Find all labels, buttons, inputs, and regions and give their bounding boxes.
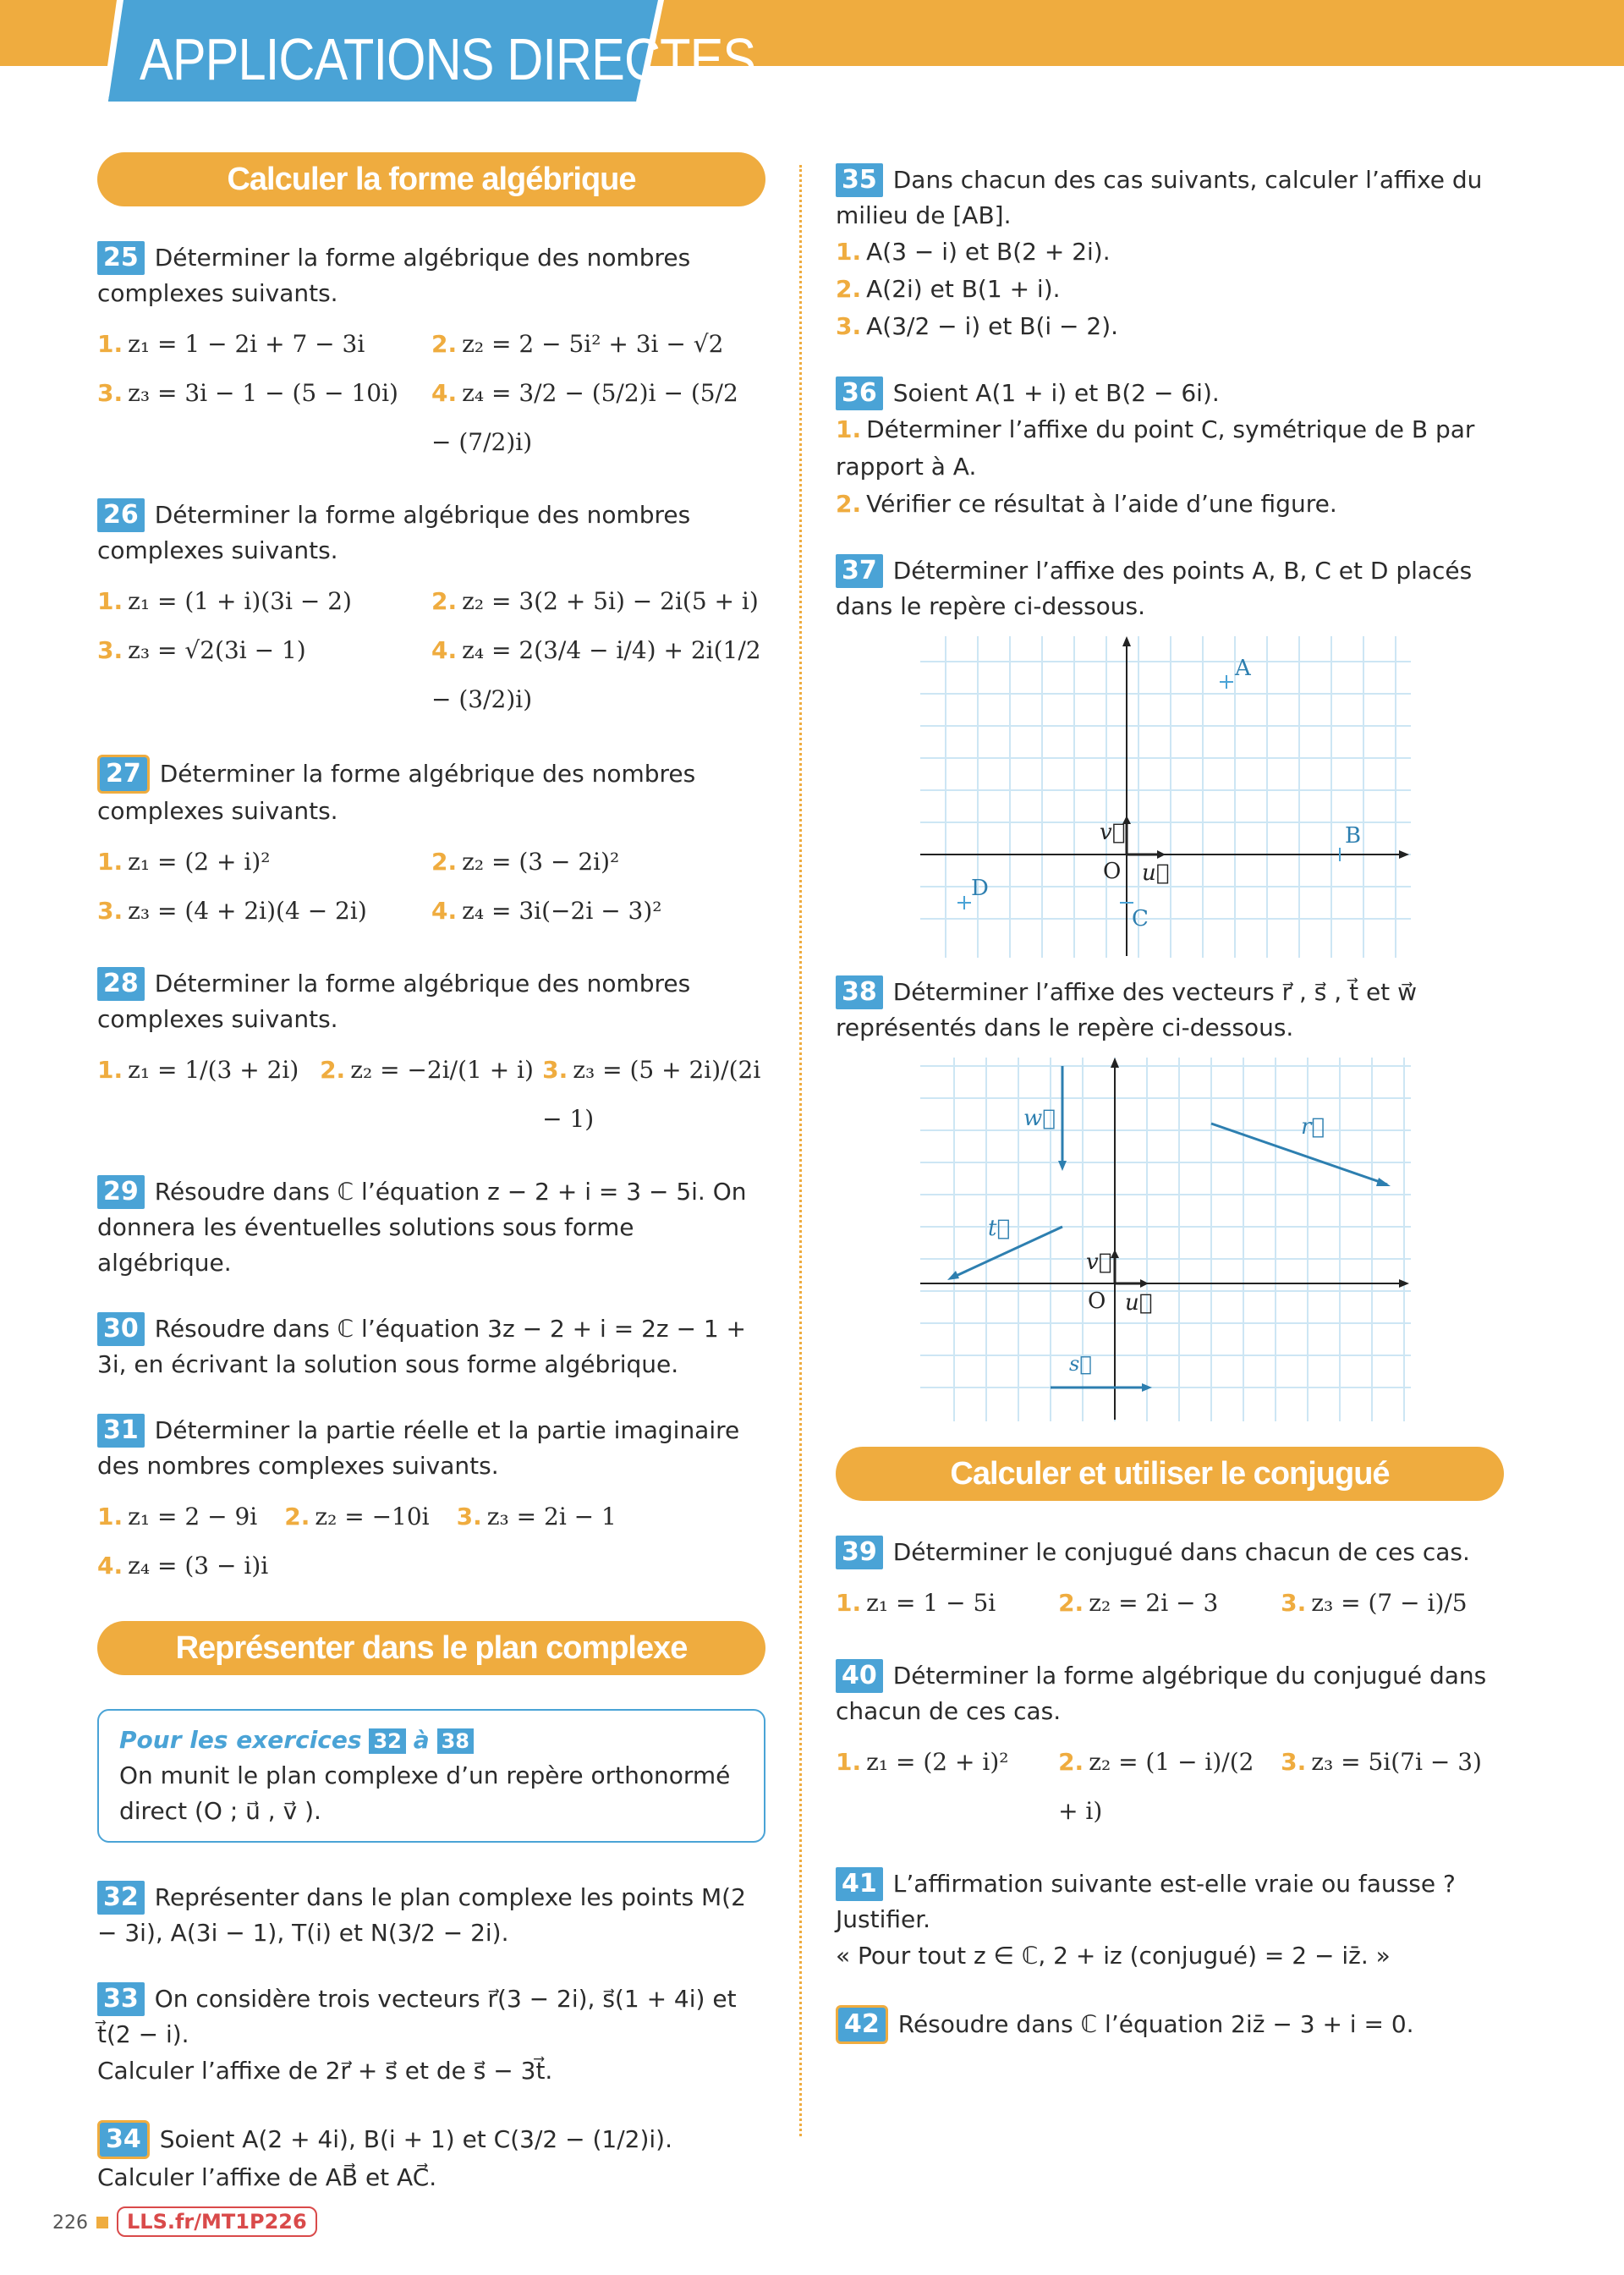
v-label: v⃗	[1086, 1250, 1112, 1275]
right-column	[836, 162, 1504, 2074]
point-d	[957, 896, 971, 909]
exercise-text: Déterminer la forme algébrique du conjugué dans chacun de ces cas.	[836, 1662, 1487, 1725]
exercise-number: 35	[836, 163, 883, 197]
section-header-plane: Représenter dans le plan complexe	[97, 1621, 765, 1675]
list-item: 2. z₂ = (1 − i)/(2 + i)	[1058, 1748, 1254, 1825]
info-box-title: Pour les exercices	[119, 1726, 362, 1754]
u-label: u⃗	[1142, 860, 1170, 886]
exercise-42	[836, 2005, 1504, 2044]
list-item: 2. z₂ = −2i/(1 + i)	[320, 1056, 534, 1084]
exercise-number: 29	[97, 1175, 145, 1209]
exercise-27	[97, 755, 765, 936]
exercise-32	[97, 1880, 765, 1951]
list-item: 3. z₃ = √2(3i − 1)	[97, 636, 306, 664]
exercise-number: 33	[97, 1982, 145, 2016]
point-a-label: A	[1235, 656, 1251, 681]
origin-label: O	[1103, 859, 1122, 884]
list-item: 3. z₃ = (7 − i)/5	[1281, 1589, 1468, 1617]
exercise-number: 26	[97, 498, 145, 532]
exercise-number: 31	[97, 1414, 145, 1448]
page-number: 226	[52, 2212, 88, 2234]
list-item: 1. z₁ = (1 + i)(3i − 2)	[97, 587, 352, 615]
exercise-text: Déterminer la forme algébrique des nombres complexes suivants.	[97, 244, 691, 307]
exercise-text: Déterminer la forme algébrique des nombres complexes suivants.	[97, 760, 696, 825]
exercise-text: Déterminer la forme algébrique des nombres complexes suivants.	[97, 970, 691, 1033]
u-label: u⃗	[1125, 1290, 1153, 1316]
list-item: 2. z₂ = 2i − 3	[1058, 1589, 1219, 1617]
vector-w-label: w⃗	[1023, 1106, 1056, 1131]
list-item: 4. z₄ = 3/2 − (5/2)i − (5/2 − (7/2)i)	[431, 379, 738, 456]
exercise-text: Résoudre dans ℂ l’équation 2iz̄ − 3 + i = 0.	[897, 2010, 1414, 2038]
exercise-30	[97, 1311, 765, 1382]
exercise-number: 36	[836, 376, 883, 410]
exercise-40	[836, 1658, 1504, 1836]
vector-grid-figure	[920, 1058, 1411, 1421]
point-b-label: B	[1345, 823, 1362, 849]
left-column	[97, 152, 765, 2227]
exercise-34: 34 Soient A(2 + 4i), B(i + 1) et C(3/2 − (1/2)i). Calculer l’affixe de AB⃗ et AC⃗.	[97, 2120, 765, 2196]
section-header-algebraic: Calculer la forme algébrique	[97, 152, 765, 206]
exercise-ref: 38	[437, 1728, 474, 1754]
list-item: 4. z₄ = 2(3/4 − i/4) + 2i(1/2 − (3/2)i)	[431, 636, 761, 713]
page-footer	[52, 2206, 317, 2237]
list-item: 1. z₁ = (2 + i)²	[836, 1748, 1009, 1776]
exercise-number: 42	[836, 2005, 888, 2044]
exercise-number: 34	[97, 2120, 150, 2159]
exercise-33: 33 On considère trois vecteurs r⃗(3 − 2i), s⃗(1 + 4i) et t⃗(2 − i). Calculer l’affixe de 2r⃗ + s⃗ et de s⃗ − 3t⃗.	[97, 1984, 737, 2085]
list-item: 3. z₃ = 5i(7i − 3)	[1281, 1748, 1482, 1776]
exercise-26	[97, 497, 765, 724]
info-box: Pour les exercices 32 à 38 On munit le plan complexe d’un repère orthonormé direct (O ; u⃗ , v⃗ ).	[97, 1709, 765, 1843]
point-grid-figure	[920, 636, 1411, 958]
exercise-25	[97, 240, 765, 467]
section-header-conjugate: Calculer et utiliser le conjugué	[836, 1447, 1504, 1501]
list-item: 3. z₃ = (4 + 2i)(4 − 2i)	[97, 897, 367, 925]
list-item: 2. z₂ = 3(2 + 5i) − 2i(5 + i)	[431, 587, 759, 615]
list-item: 2. z₂ = 2 − 5i² + 3i − √2	[431, 330, 724, 358]
point-c-label: C	[1132, 906, 1149, 931]
list-item: 1. z₁ = (2 + i)²	[97, 848, 271, 876]
list-item: 4. z₄ = 3i(−2i − 3)²	[431, 897, 662, 925]
list-item: 2. z₂ = (3 − 2i)²	[431, 848, 620, 876]
exercise-text: Résoudre dans ℂ l’équation 3z − 2 + i = 2z − 1 + 3i, en écrivant la solution sous forme algébrique.	[97, 1315, 747, 1378]
exercise-number: 25	[97, 241, 145, 275]
exercise-text: Déterminer l’affixe des vecteurs r⃗ , s⃗ , t⃗ et w⃗ représentés dans le repère ci-dessous.	[836, 978, 1417, 1041]
exercise-37	[836, 553, 1504, 958]
exercise-number: 28	[97, 967, 145, 1001]
exercise-ref: 32	[369, 1728, 405, 1754]
info-box-text: On munit le plan complexe d’un repère orthonormé direct (O ; u⃗ , v⃗ ).	[119, 1761, 731, 1825]
v-label: v⃗	[1100, 820, 1126, 845]
list-item: 1. z₁ = 1/(3 + 2i)	[97, 1056, 299, 1084]
grid	[920, 636, 1411, 958]
exercise-number: 40	[836, 1659, 883, 1693]
column-separator	[799, 165, 802, 2136]
point-d-label: D	[971, 876, 989, 901]
exercise-text: On considère trois vecteurs r⃗(3 − 2i), s⃗(1 + 4i) et t⃗(2 − i).	[97, 1985, 737, 2048]
exercise-number: 41	[836, 1867, 883, 1901]
exercise-number: 30	[97, 1312, 145, 1346]
origin-label: O	[1088, 1289, 1106, 1314]
exercise-number: 27	[97, 755, 150, 794]
exercise-text: Soient A(2 + 4i), B(i + 1) et C(3/2 − (1/2)i).	[159, 2125, 672, 2153]
exercise-text: Déterminer la forme algébrique des nombres complexes suivants.	[97, 501, 691, 564]
exercise-text: Dans chacun des cas suivants, calculer l’affixe du milieu de [AB].	[836, 166, 1483, 229]
vector-r-label: r⃗	[1301, 1114, 1325, 1140]
exercise-text: Déterminer l’affixe des points A, B, C et D placés dans le repère ci-dessous.	[836, 557, 1473, 620]
list-item: 1. z₁ = 2 − 9i	[97, 1503, 258, 1530]
exercise-text: Représenter dans le plan complexe les points M(2 − 3i), A(3i − 1), T(i) et N(3/2 − 2i).	[97, 1883, 746, 1947]
exercise-39	[836, 1535, 1504, 1628]
exercise-41: 41 L’affirmation suivante est-elle vraie ou fausse ? Justifier. « Pour tout z ∈ ℂ, 2 + iz (conjugué) = 2 − iz̄. »	[836, 1869, 1456, 1970]
exercise-number: 32	[97, 1881, 145, 1915]
exercise-text: L’affirmation suivante est-elle vraie ou fausse ? Justifier.	[836, 1870, 1456, 1933]
exercise-text: Déterminer la partie réelle et la partie imaginaire des nombres complexes suivants.	[97, 1416, 740, 1480]
exercise-number: 37	[836, 554, 883, 588]
exercise-text: Soient A(1 + i) et B(2 − 6i).	[892, 379, 1220, 407]
exercise-29	[97, 1174, 765, 1281]
footer-link[interactable]: LLS.fr/MT1P226	[117, 2206, 317, 2237]
vector-s-label: s⃗	[1069, 1352, 1092, 1376]
exercise-text: Déterminer le conjugué dans chacun de ces cas.	[892, 1538, 1470, 1566]
list-item: 4. z₄ = (3 − i)i	[97, 1552, 269, 1580]
list-item: 3. z₃ = (5 + 2i)/(2i − 1)	[542, 1056, 761, 1133]
exercise-text: Résoudre dans ℂ l’équation z − 2 + i = 3 − 5i. On donnera les éventuelles solutions sous forme algébrique.	[97, 1178, 747, 1277]
exercise-31	[97, 1413, 765, 1591]
exercise-35: 35 Dans chacun des cas suivants, calculer l’affixe du milieu de [AB]. 1. A(3 − i) et B(2 + 2i). 2. A(2i) et B(1 + i). 3. A(3/2 − i) et B(i − 2).	[836, 165, 1483, 340]
list-item: 1. z₁ = 1 − 2i + 7 − 3i	[97, 330, 365, 358]
exercise-36: 36 Soient A(1 + i) et B(2 − 6i). 1. Déterminer l’affixe du point C, symétrique de B par rapport à A. 2. Vérifier ce résultat à l’aide d’une figure.	[836, 378, 1475, 518]
point-a	[1220, 675, 1233, 689]
exercise-number: 38	[836, 975, 883, 1009]
list-item: 2. z₂ = −10i	[284, 1503, 430, 1530]
vector-t-label: t⃗	[988, 1216, 1011, 1241]
list-item: 3. z₃ = 2i − 1	[456, 1503, 617, 1530]
exercise-number: 39	[836, 1536, 883, 1569]
exercise-38	[836, 975, 1504, 1421]
vector-r	[1211, 1124, 1387, 1184]
list-item: 3. z₃ = 3i − 1 − (5 − 10i)	[97, 379, 398, 407]
page-title: APPLICATIONS DIRECTES	[140, 26, 756, 92]
list-item: 1. z₁ = 1 − 5i	[836, 1589, 996, 1617]
exercise-28	[97, 966, 765, 1144]
